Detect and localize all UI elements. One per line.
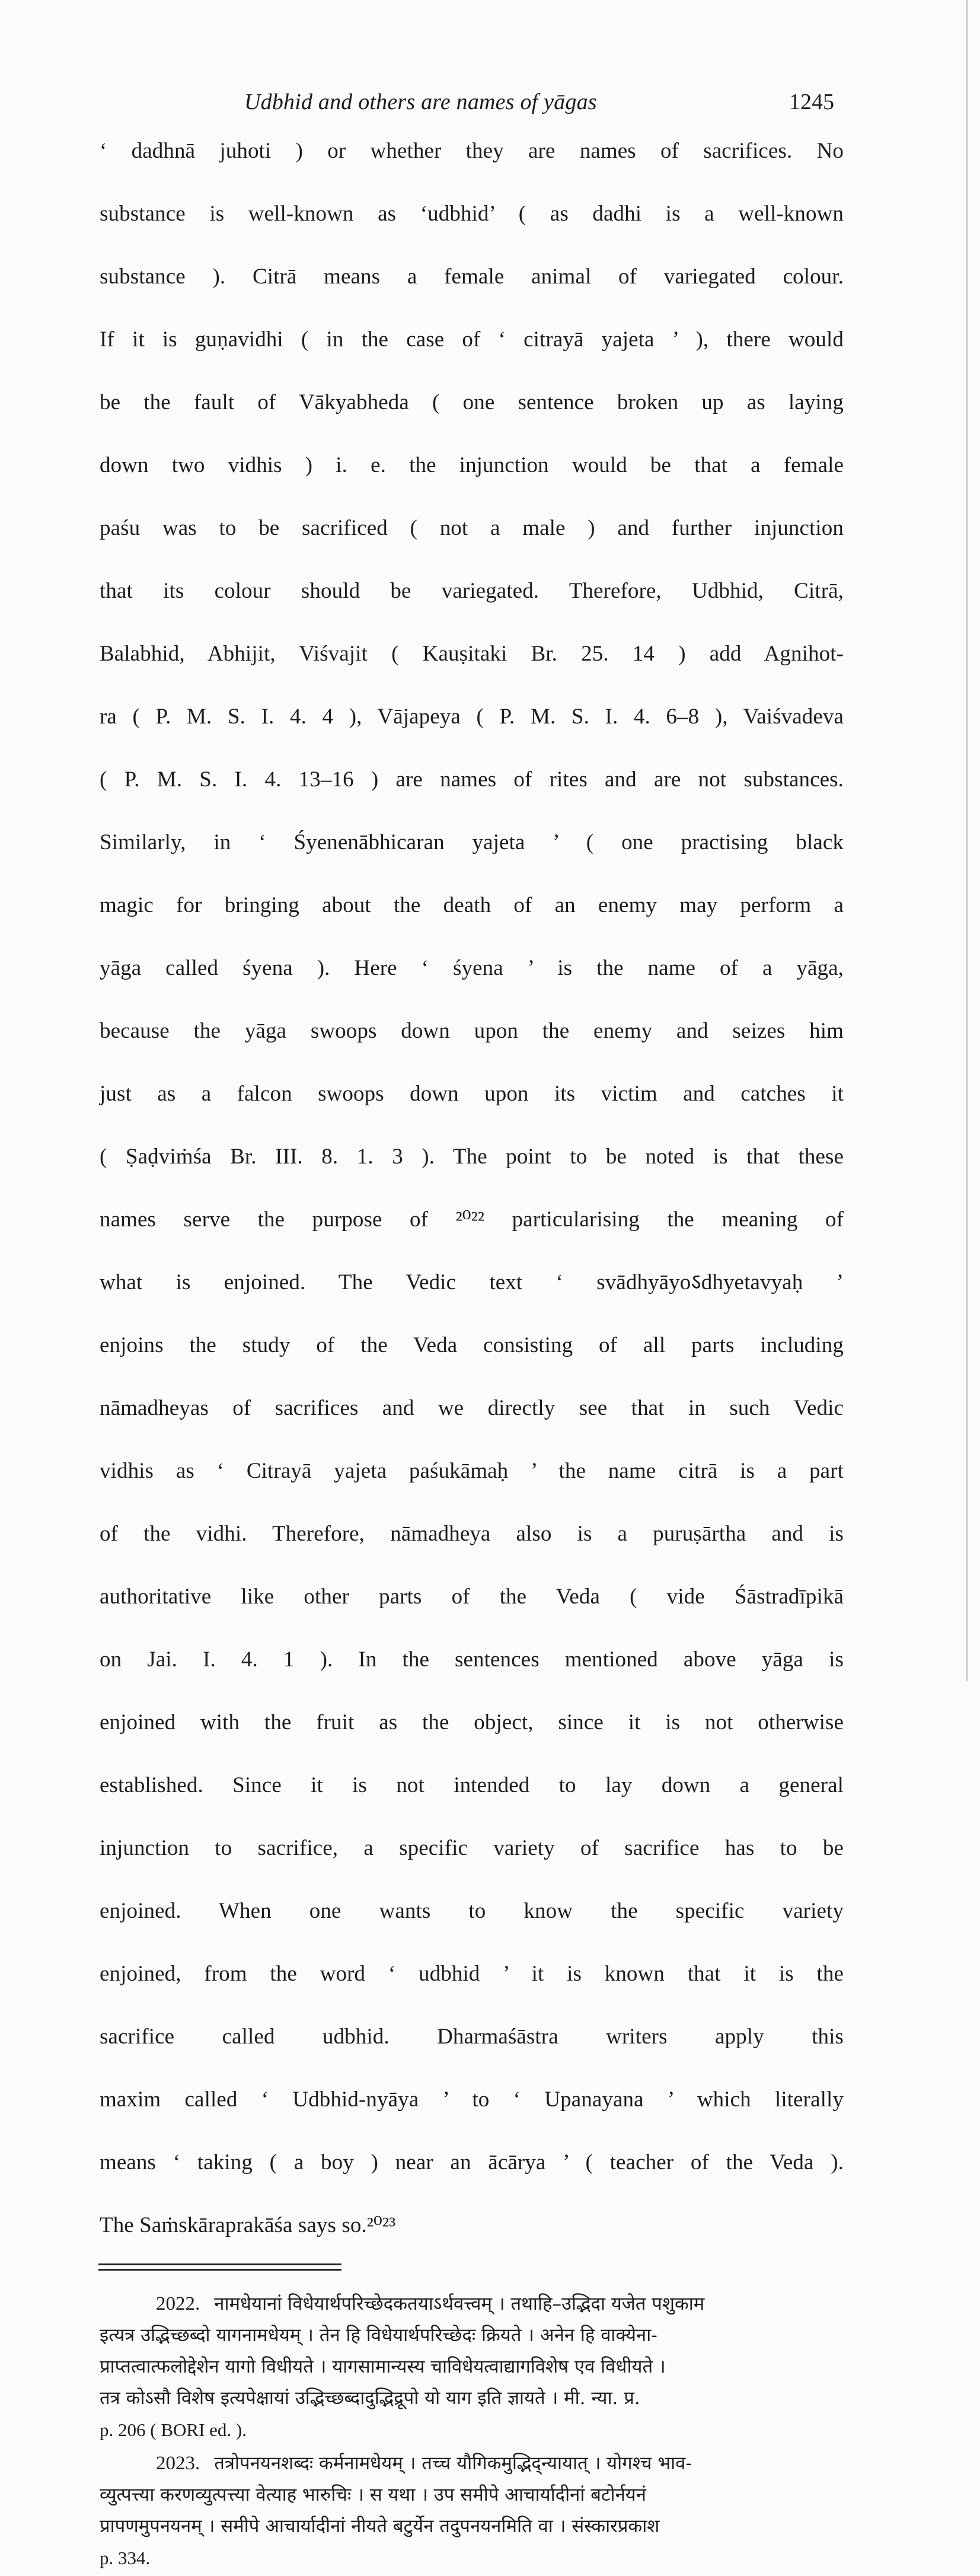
page-number: 1245	[789, 90, 834, 114]
body-line: means ‘ taking ( a boy ) near an ācārya ’ ( teacher of the Veda ).	[100, 2150, 844, 2175]
body-line: ( P. M. S. I. 4. 13–16 ) are names of rites and are not substances.	[100, 767, 844, 792]
running-title: Udbhid and others are names of yāgas	[244, 90, 597, 114]
body-line: Balabhid, Abhijit, Viśvajit ( Kauṣitaki Br. 25. 14 ) add Agnihot-	[100, 642, 844, 666]
body-line: enjoined. When one wants to know the specific variety	[100, 1899, 844, 1923]
body-line: yāga called śyena ). Here ‘ śyena ’ is the name of a yāga,	[100, 956, 844, 980]
footnote-line	[100, 2383, 844, 2414]
body-line: substance ). Citrā means a female animal of variegated colour.	[100, 264, 844, 289]
body-line: magic for bringing about the death of an enemy may perform a	[100, 893, 844, 917]
body-line: sacrifice called udbhid. Dharmaśāstra writers apply this	[100, 2025, 844, 2049]
footnote	[100, 2448, 844, 2574]
page-edge-rule	[966, 0, 968, 1681]
footnote-text: व्युत्पत्त्या करणव्युत्पत्त्या वेत्याह भारुचिः । स यथा । उप समीपे आचार्यादीनां बटोर्नयनं	[100, 2484, 646, 2505]
body-line: of the vidhi. Therefore, nāmadheya also is a puruṣārtha and is	[100, 1522, 844, 1546]
book-page	[100, 89, 844, 2576]
body-line: enjoined, from the word ‘ udbhid ’ it is known that it is the	[100, 1962, 844, 1986]
footnote-line	[100, 2320, 844, 2351]
body-line: names serve the purpose of ²⁰²² particularising the meaning of	[100, 1207, 844, 1232]
footnotes	[100, 2288, 844, 2574]
footnote-number: 2023.	[156, 2453, 200, 2474]
body-line: authoritative like other parts of the Veda ( vide Śāstradīpikā	[100, 1585, 844, 1609]
body-line: vidhis as ‘ Citrayā yajeta paśukāmaḥ ’ the name citrā is a part	[100, 1459, 844, 1483]
footnote-number: 2022.	[156, 2293, 200, 2314]
body-line: ra ( P. M. S. I. 4. 4 ), Vājapeya ( P. M. S. I. 4. 6–8 ), Vaiśvadeva	[100, 704, 844, 729]
body-line: The Saṁskāraprakāśa says so.²⁰²³	[100, 2213, 396, 2237]
body-line: on Jai. I. 4. 1 ). In the sentences mentioned above yāga is	[100, 1647, 844, 1672]
body-line: ‘ dadhnā juhoti ) or whether they are names of sacrifices. No	[100, 139, 844, 163]
body-line: maxim called ‘ Udbhid-nyāya ’ to ‘ Upanayana ’ which literally	[100, 2087, 844, 2112]
footnote-text: नामधेयानां विधेयार्थपरिच्छेदकतयाऽर्थवत्त्वम् । तथाहि–उद्भिदा यजेत पशुकाम	[214, 2293, 705, 2314]
footnote-line	[100, 2448, 844, 2479]
footnote-text: इत्यत्र उद्भिच्छब्दो यागनामधेयम् । तेन हि विधेयार्थपरिच्छेदः क्रियते । अनेन हि वाक्येना-	[100, 2325, 657, 2346]
footnote-reference: p. 334.	[100, 2548, 151, 2568]
footnote-line	[100, 2351, 844, 2383]
body-line: Similarly, in ‘ Śyenenābhicaran yajeta ’ ( one practising black	[100, 830, 844, 855]
body-line: because the yāga swoops down upon the enemy and seizes him	[100, 1019, 844, 1043]
footnote-line	[100, 2479, 844, 2511]
footnote-line	[100, 2511, 844, 2542]
footnote	[100, 2288, 844, 2446]
body-line: substance is well-known as ‘udbhid’ ( as dadhi is a well-known	[100, 202, 844, 226]
body-line: established. Since it is not intended to lay down a general	[100, 1773, 844, 1797]
footnote-reference: p. 206 ( BORI ed. ).	[100, 2419, 247, 2440]
body-line: just as a falcon swoops down upon its victim and catches it	[100, 1082, 844, 1106]
body-line: down two vidhis ) i. e. the injunction would be that a female	[100, 453, 844, 477]
body-line: be the fault of Vākyabheda ( one sentence broken up as laying	[100, 390, 844, 415]
page-header	[100, 89, 844, 130]
footnote-separator	[98, 2263, 341, 2271]
body-line: enjoined with the fruit as the object, since it is not otherwise	[100, 1710, 844, 1735]
body-line: ( Ṣaḍviṁśa Br. III. 8. 1. 3 ). The point to be noted is that these	[100, 1144, 844, 1169]
body-line: injunction to sacrifice, a specific variety of sacrifice has to be	[100, 1836, 844, 1860]
footnote-text: प्रापणमुपनयनम् । समीपे आचार्यादीनां नीयते बटुर्येन तदुपनयनमिति वा । संस्कारप्रकाश	[100, 2516, 660, 2537]
footnote-text: तत्रोपनयनशब्दः कर्मनामधेयम् । तच्च यौगिकमुद्भिद्न्यायात् । योगश्च भाव-	[214, 2453, 692, 2474]
footnote-line	[100, 2288, 844, 2320]
footnote-text: तत्र कोऽसौ विशेष इत्यपेक्षायां उद्भिच्छब्दादुद्भिद्रूपो यो याग इति ज्ञायते । मी. न्या. प्र.	[100, 2387, 640, 2409]
body-line: what is enjoined. The Vedic text ‘ svādhyāyoऽdhyetavyaḥ ’	[100, 1270, 844, 1295]
body-line: paśu was to be sacrificed ( not a male ) and further injunction	[100, 516, 844, 540]
body-line: If it is guṇavidhi ( in the case of ‘ citrayā yajeta ’ ), there would	[100, 327, 844, 352]
body-line: that its colour should be variegated. Therefore, Udbhid, Citrā,	[100, 579, 844, 603]
footnote-text: प्राप्तत्वात्फलोद्देशेन यागो विधीयते । यागसामान्यस्य चाविधेयत्वाद्यागविशेष एव विधीयते ।	[100, 2356, 666, 2377]
main-text	[100, 135, 844, 2241]
body-line: enjoins the study of the Veda consisting of all parts including	[100, 1333, 844, 1357]
body-line: nāmadheyas of sacrifices and we directly see that in such Vedic	[100, 1396, 844, 1420]
